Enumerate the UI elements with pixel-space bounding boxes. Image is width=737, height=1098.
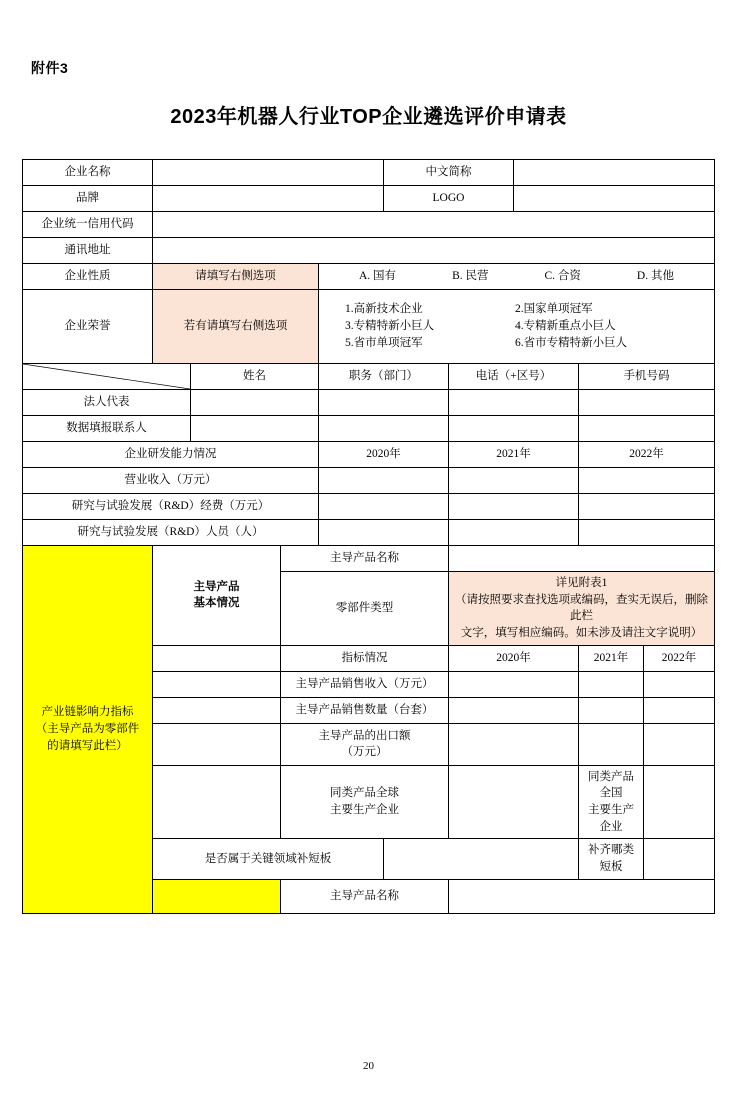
company-honor-label: 企业荣誉 xyxy=(23,290,153,364)
rd-row-staff-2021[interactable] xyxy=(449,520,579,546)
product-sales-qty-label: 主导产品销售数量（台套） xyxy=(281,697,449,723)
rd-capability-title: 企业研发能力情况 xyxy=(23,442,319,468)
part-type-note-line3: 文字，填写相应编码。如未涉及请注文字说明） xyxy=(460,627,703,640)
next-product-name-label: 主导产品名称 xyxy=(281,879,449,913)
credit-code-value[interactable] xyxy=(153,212,715,238)
address-label: 通讯地址 xyxy=(23,238,153,264)
logo-label: LOGO xyxy=(384,186,514,212)
data-contact-mobile[interactable] xyxy=(579,416,715,442)
indicator-year-2022: 2022年 xyxy=(644,645,715,671)
global-peer-label xyxy=(281,765,449,839)
product-name-label: 主导产品名称 xyxy=(281,546,449,572)
table-row xyxy=(23,238,715,264)
chain-influence-side-line2: （主导产品为零部件 xyxy=(35,723,140,736)
product-sales-revenue-2020[interactable] xyxy=(449,671,579,697)
contact-header-mobile: 手机号码 xyxy=(579,364,715,390)
table-row xyxy=(23,290,715,364)
product-export-2021[interactable] xyxy=(579,723,644,765)
chain-influence-side-label xyxy=(23,546,153,914)
domestic-peer-value[interactable] xyxy=(644,765,715,839)
indicator-year-2021: 2021年 xyxy=(579,645,644,671)
attachment-label: 附件3 xyxy=(31,60,69,76)
table-row xyxy=(23,364,715,390)
key-field-value[interactable] xyxy=(384,839,579,879)
rd-row-staff-label: 研究与试验发展（R&D）人员（人） xyxy=(23,520,319,546)
product-basic-line1: 主导产品 xyxy=(193,580,240,593)
legal-rep-phone[interactable] xyxy=(449,390,579,416)
brand-label: 品牌 xyxy=(23,186,153,212)
product-sales-revenue-2022[interactable] xyxy=(644,671,715,697)
rd-row-revenue-label: 营业收入（万元） xyxy=(23,468,319,494)
page-number: 20 xyxy=(363,1060,374,1072)
next-product-name-value[interactable] xyxy=(449,879,715,913)
honor-option-2[interactable]: 2.国家单项冠军 xyxy=(515,303,593,316)
product-export-label xyxy=(281,723,449,765)
chinese-abbr-value[interactable] xyxy=(514,160,715,186)
product-export-2022[interactable] xyxy=(644,723,715,765)
data-contact-position[interactable] xyxy=(319,416,449,442)
diagonal-line-icon xyxy=(23,364,190,389)
company-name-value[interactable] xyxy=(153,160,384,186)
part-type-note-line1: 详见附表1 xyxy=(555,577,608,589)
legal-rep-label: 法人代表 xyxy=(23,390,191,416)
key-field-label: 是否属于关键领域补短板 xyxy=(153,839,384,879)
company-nature-options[interactable] xyxy=(319,264,715,290)
rd-row-revenue-2021[interactable] xyxy=(449,468,579,494)
next-block-blank-yellow xyxy=(153,879,281,913)
table-row xyxy=(23,520,715,546)
contact-header-name: 姓名 xyxy=(191,364,319,390)
export-blank xyxy=(153,723,281,765)
honor-option-3[interactable]: 3.专精特新小巨人 xyxy=(345,320,435,333)
table-row xyxy=(23,442,715,468)
table-row xyxy=(23,494,715,520)
rd-row-staff-2022[interactable] xyxy=(579,520,715,546)
data-contact-phone[interactable] xyxy=(449,416,579,442)
honor-option-1[interactable]: 1.高新技术企业 xyxy=(345,303,423,316)
nature-option-c[interactable]: C. 合资 xyxy=(544,270,581,283)
table-row xyxy=(23,160,715,186)
indicator-blank-cell xyxy=(153,645,281,671)
global-peer-value[interactable] xyxy=(449,765,579,839)
rd-row-revenue-2022[interactable] xyxy=(579,468,715,494)
chinese-abbr-label: 中文简称 xyxy=(384,160,514,186)
nature-option-a[interactable]: A. 国有 xyxy=(359,270,397,283)
address-value[interactable] xyxy=(153,238,715,264)
contacts-diagonal-header xyxy=(23,364,191,390)
indicator-year-2020: 2020年 xyxy=(449,645,579,671)
table-row xyxy=(23,212,715,238)
table-row xyxy=(23,468,715,494)
product-name-value[interactable] xyxy=(449,546,715,572)
table-row xyxy=(23,264,715,290)
nature-option-b[interactable]: B. 民营 xyxy=(452,270,489,283)
brand-value[interactable] xyxy=(153,186,384,212)
rd-row-expense-2022[interactable] xyxy=(579,494,715,520)
company-honor-options[interactable] xyxy=(319,290,715,364)
legal-rep-name[interactable] xyxy=(191,390,319,416)
indicator-label: 指标情况 xyxy=(281,645,449,671)
data-contact-label: 数据填报联系人 xyxy=(23,416,191,442)
nature-option-d[interactable]: D. 其他 xyxy=(636,270,674,283)
product-sales-revenue-2021[interactable] xyxy=(579,671,644,697)
product-sales-qty-2021[interactable] xyxy=(579,697,644,723)
peer-blank xyxy=(153,765,281,839)
sales-qty-blank xyxy=(153,697,281,723)
product-export-2020[interactable] xyxy=(449,723,579,765)
rd-row-expense-2020[interactable] xyxy=(319,494,449,520)
table-row xyxy=(23,186,715,212)
product-sales-qty-2020[interactable] xyxy=(449,697,579,723)
rd-row-staff-2020[interactable] xyxy=(319,520,449,546)
company-honor-hint[interactable]: 若有请填写右侧选项 xyxy=(153,290,319,364)
table-row xyxy=(23,546,715,572)
rd-row-revenue-2020[interactable] xyxy=(319,468,449,494)
product-basic-label xyxy=(153,546,281,646)
legal-rep-mobile[interactable] xyxy=(579,390,715,416)
logo-value[interactable] xyxy=(514,186,715,212)
contact-header-position: 职务（部门） xyxy=(319,364,449,390)
data-contact-name[interactable] xyxy=(191,416,319,442)
application-form-table xyxy=(22,159,715,914)
domestic-peer-line2: 主要生产企业 xyxy=(588,804,634,833)
part-type-label: 零部件类型 xyxy=(281,572,449,646)
chain-influence-side-line1: 产业链影响力指标 xyxy=(41,706,134,719)
honor-option-5[interactable]: 5.省市单项冠军 xyxy=(345,336,423,349)
rd-year-2021: 2021年 xyxy=(449,442,579,468)
part-type-note[interactable] xyxy=(449,572,715,646)
honor-option-4[interactable]: 4.专精新重点小巨人 xyxy=(515,320,616,333)
product-sales-revenue-label: 主导产品销售收入（万元） xyxy=(281,671,449,697)
rd-row-expense-label: 研究与试验发展（R&D）经费（万元） xyxy=(23,494,319,520)
product-basic-line2: 基本情况 xyxy=(193,597,240,610)
chain-influence-side-line3: 的请填写此栏） xyxy=(47,739,128,752)
domestic-peer-label xyxy=(579,765,644,839)
company-name-label: 企业名称 xyxy=(23,160,153,186)
rd-year-2020: 2020年 xyxy=(319,442,449,468)
domestic-peer-line1: 同类产品全国 xyxy=(588,770,634,800)
part-type-note-line2: （请按照要求查找选项或编码，查实无误后，删除此栏 xyxy=(455,593,708,623)
legal-rep-position[interactable] xyxy=(319,390,449,416)
which-gap-value[interactable] xyxy=(644,839,715,879)
global-peer-line1: 同类产品全球 xyxy=(330,787,399,800)
table-row xyxy=(23,390,715,416)
product-export-line2: （万元） xyxy=(341,746,388,759)
company-nature-hint[interactable]: 请填写右侧选项 xyxy=(153,264,319,290)
which-gap-label: 补齐哪类短板 xyxy=(579,839,644,879)
document-page xyxy=(0,58,737,1098)
product-export-line1: 主导产品的出口额 xyxy=(318,729,411,742)
global-peer-line2: 主要生产企业 xyxy=(330,804,399,817)
honor-option-6[interactable]: 6.省市专精特新小巨人 xyxy=(515,336,628,349)
product-sales-qty-2022[interactable] xyxy=(644,697,715,723)
rd-row-expense-2021[interactable] xyxy=(449,494,579,520)
page-title: 2023年机器人行业TOP企业遴选评价申请表 xyxy=(170,106,567,128)
credit-code-label: 企业统一信用代码 xyxy=(23,212,153,238)
sales-revenue-blank xyxy=(153,671,281,697)
table-row xyxy=(23,416,715,442)
contact-header-phone: 电话（+区号） xyxy=(449,364,579,390)
rd-year-2022: 2022年 xyxy=(579,442,715,468)
company-nature-label: 企业性质 xyxy=(23,264,153,290)
